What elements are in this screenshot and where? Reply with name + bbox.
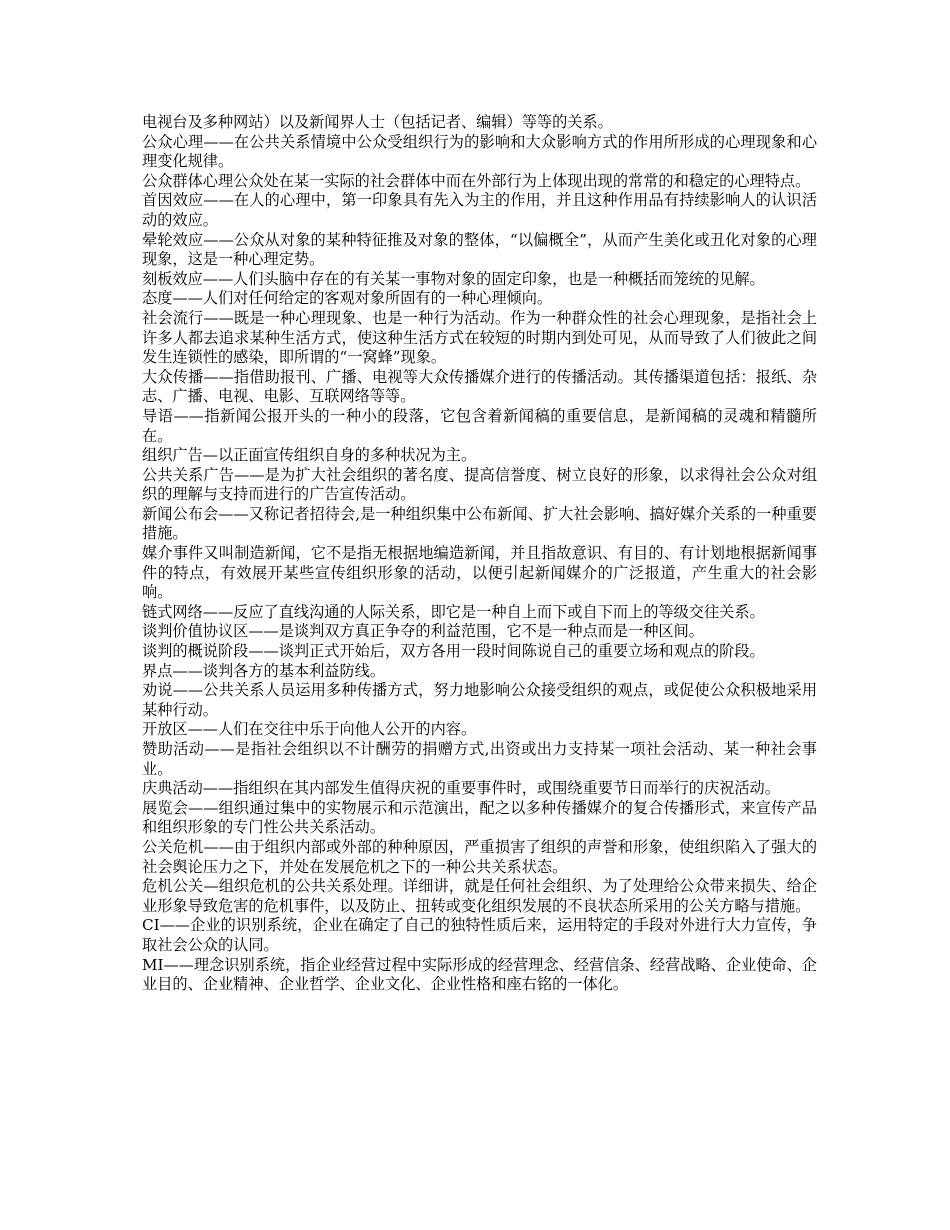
paragraph: 新闻公布会——又称记者招待会,是一种组织集中公布新闻、扩大社会影响、搞好媒介关系的一种重要措施。 <box>142 504 817 543</box>
paragraph: 链式网络——反应了直线沟通的人际关系，即它是一种自上而下或自下而上的等级交往关系。 <box>142 602 765 621</box>
paragraph: 首因效应——在人的心理中，第一印象具有先入为主的作用，并且这种作用品有持续影响人的认识活动的效应。 <box>142 191 817 229</box>
paragraph: 谈判的概说阶段——谈判正式开始后，双方各用一段时间陈说自己的重要立场和观点的阶段。 <box>142 642 765 661</box>
paragraph: 晕轮效应——公众从对象的某种特征推及对象的整体，“以偏概全”，从而产生美化或丑化对象的心理现象，这是一种心理定势。 <box>142 230 817 269</box>
paragraph: 导语——指新闻公报开头的一种小的段落，它包含着新闻稿的重要信息，是新闻稿的灵魂和精髓所在。 <box>142 406 817 445</box>
paragraph: 刻板效应——人们头脑中存在的有关某一事物对象的固定印象，也是一种概括而笼统的见解。 <box>142 269 765 288</box>
paragraph: 组织广告—以正面宣传组织自身的多种状况为主。 <box>142 446 477 465</box>
paragraph: 公共关系广告——是为扩大社会组织的著名度、提高信誉度、树立良好的形象，以求得社会公众对组织的理解与支持而进行的广告宣传活动。 <box>142 465 817 504</box>
paragraph: CI——企业的识别系统，企业在确定了自己的独特性质后来，运用特定的手段对外进行大力宣传，争取社会公众的认同。 <box>142 916 817 954</box>
paragraph: 社会流行——既是一种心理现象、也是一种行为活动。作为一种群众性的社会心理现象，是指社会上许多人都去追求某种生活方式，使这种生活方式在较短的时期内到处可见，从而导致了人们彼此之间发生连锁性的感染，即所谓的“一窝蜂”现象。 <box>142 308 817 367</box>
paragraph: 展览会——组织通过集中的实物展示和示范演出，配之以多种传播媒介的复合传播形式，来宣传产品和组织形象的专门性公共关系活动。 <box>142 798 817 837</box>
paragraph: 赞助活动——是指社会组织以不计酬劳的捐赠方式,出资或出力支持某一项社会活动、某一种社会事业。 <box>142 740 817 778</box>
paragraph: 公关危机——由于组织内部或外部的种种原因，严重损害了组织的声誉和形象，使组织陷入了强大的社会舆论压力之下，并处在发展危机之下的一种公共关系状态。 <box>142 837 817 876</box>
paragraph: 态度——人们对任何给定的客观对象所固有的一种心理倾向。 <box>142 289 553 308</box>
paragraph: 开放区——人们在交往中乐于向他人公开的内容。 <box>142 720 477 739</box>
document-body <box>142 113 817 995</box>
paragraph: 庆典活动——指组织在其内部发生值得庆祝的重要事件时，或围绕重要节日而举行的庆祝活动。 <box>142 779 780 798</box>
paragraph: MI——理念识别系统，指企业经营过程中实际形成的经营理念、经营信条、经营战略、企业使命、企业目的、企业精神、企业哲学、企业文化、企业性格和座右铭的一体化。 <box>142 955 817 994</box>
paragraph: 公众心理——在公共关系情境中公众受组织行为的影响和大众影响方式的作用所形成的心理现象和心理变化规律。 <box>142 132 817 171</box>
paragraph: 电视台及多种网站）以及新闻界人士（包括记者、编辑）等等的关系。 <box>142 113 613 131</box>
paragraph: 界点——谈判各方的基本利益防线。 <box>142 661 385 680</box>
paragraph: 大众传播——指借助报刊、广播、电视等大众传播媒介进行的传播活动。其传播渠道包括：报纸、杂志、广播、电视、电影、互联网络等等。 <box>142 367 817 406</box>
paragraph: 谈判价值协议区——是谈判双方真正争夺的利益范围，它不是一种点而是一种区间。 <box>142 622 704 641</box>
paragraph: 公众群体心理公众处在某一实际的社会群体中而在外部行为上体现出现的常常的和稳定的心理特点。 <box>142 171 811 190</box>
paragraph: 媒介事件又叫制造新闻，它不是指无根据地编造新闻，并且指故意识、有目的、有计划地根据新闻事件的特点，有效展开某些宣传组织形象的活动，以便引起新闻媒介的广泛报道，产生重大的社会影响。 <box>142 544 817 602</box>
paragraph: 劝说——公共关系人员运用多种传播方式，努力地影响公众接受组织的观点，或促使公众积极地采用某种行动。 <box>142 681 817 719</box>
paragraph: 危机公关—组织危机的公共关系处理。详细讲，就是任何社会组织、为了处理给公众带来损失、给企业形象导致危害的危机事件，以及防止、扭转或变化组织发展的不良状态所采用的公关方略与措施。 <box>142 877 817 915</box>
